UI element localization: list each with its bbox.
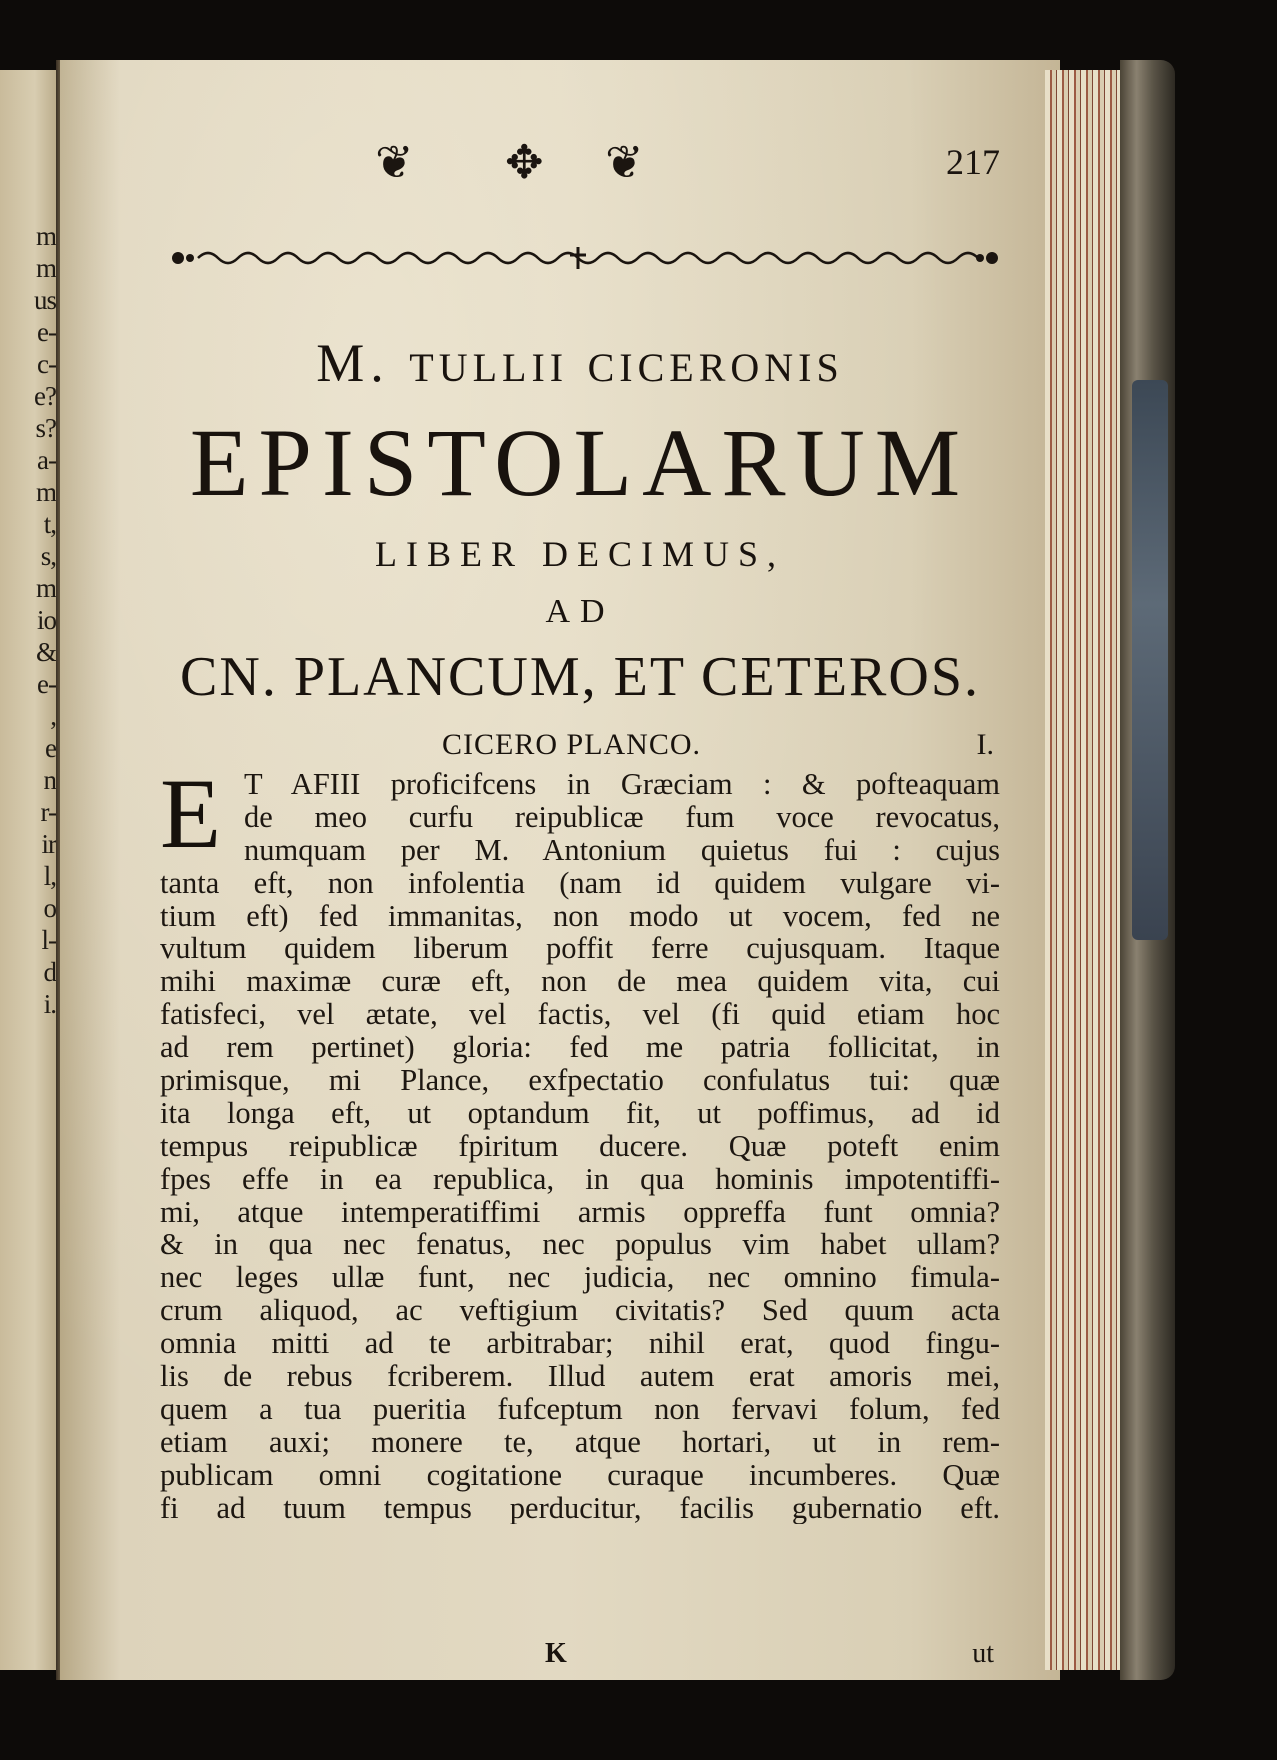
text-line: etiam auxi; monere te, atque hortari, ut in rem- [160, 1425, 1000, 1459]
left-page-fragment: d [43, 957, 56, 987]
left-page-edge [0, 70, 58, 1670]
text-line: lis de rebus fcriberem. Illud autem erat amoris mei, [160, 1360, 1000, 1393]
left-page-fragment: i. [43, 989, 56, 1019]
text-line: fi ad tuum tempus perducitur, facilis gubernatio eft. [160, 1491, 1000, 1525]
left-page-fragment: e- [37, 317, 56, 347]
text-line: omnia mitti ad te arbitrabar; nihil erat, quod fingu- [160, 1327, 1000, 1361]
text-line: tempus reipublicæ fpiritum ducere. Quæ poteft enim [160, 1129, 1000, 1163]
left-page-fragment: t, [43, 509, 56, 539]
page-header [160, 135, 1000, 195]
title-ad: AD [545, 593, 615, 630]
left-page-fragment: l, [43, 861, 56, 891]
text-line: nec leges ullæ funt, nec judicia, nec omnino fimula- [160, 1261, 1000, 1295]
left-page-fragment: us [33, 285, 56, 315]
text-line: publicam omni cogitatione curaque incumberes. Quæ [160, 1458, 1000, 1492]
left-page-fragment: ir [41, 829, 56, 859]
left-page-fragment: , [50, 701, 56, 731]
text-line: ad rem pertinet) gloria: fed me patria follicitat, in [160, 1031, 1000, 1065]
left-page-fragment: e- [37, 669, 56, 699]
text-line: & in qua nec fenatus, nec populus vim habet ullam? [160, 1228, 1000, 1262]
text-line: T AFIII proficifcens in Græciam : & pofteaquam [244, 768, 1000, 801]
title-addressee: CN. PLANCUM, ET CETEROS. [180, 646, 980, 708]
left-page-fragment: n [43, 765, 56, 795]
cross-ornament-icon: ✥ [505, 135, 544, 189]
book-spread [0, 40, 1180, 1690]
title-initial: M. [316, 333, 390, 393]
left-page-fragment: e? [34, 381, 56, 411]
left-page-fragment: m [35, 221, 56, 251]
left-page-fragment: & [35, 637, 56, 667]
book-cover [1120, 60, 1175, 1680]
left-page-fragment: m [35, 573, 56, 603]
left-page-fragment: l- [41, 925, 56, 955]
drop-capital: E [160, 758, 222, 869]
left-page-fragment: m [35, 477, 56, 507]
letter-salutation: CICERO PLANCO. [442, 728, 702, 761]
page-number: 217 [946, 142, 1000, 182]
leaf-ornament-icon: ❦ [605, 135, 644, 189]
right-page [60, 60, 1060, 1680]
text-line: tium eft) fed immanitas, non modo ut vocem, fed ne [160, 899, 1000, 933]
title-book: LIBER DECIMUS, [374, 534, 785, 574]
title-cognomen: CICERONIS [587, 345, 844, 390]
letter-body [160, 758, 1000, 1525]
left-page-fragment: io [36, 605, 56, 635]
title-nomen: TULLII [409, 345, 569, 390]
text-line: ita longa eft, ut optandum fit, ut poffimus, ad id [160, 1096, 1000, 1130]
left-page-fragment: o [43, 893, 56, 923]
title-main: EPISTOLARUM [189, 409, 971, 516]
ornamental-divider-icon [170, 243, 1000, 273]
left-page-fragment: c- [37, 349, 56, 379]
title-author [160, 332, 1000, 394]
text-line: primisque, mi Plance, exfpectatio confulatus tui: quæ [160, 1064, 1000, 1097]
text-line: fatisfeci, vel ætate, vel factis, vel (fi quid etiam hoc [160, 998, 1000, 1032]
left-page-fragment: e [45, 733, 56, 763]
left-page-fragment: m [35, 253, 56, 283]
text-line: fpes effe in ea republica, in qua hominis impotentiffi- [160, 1162, 1000, 1196]
text-line: vultum quidem liberum poffit ferre cujusquam. Itaque [160, 932, 1000, 966]
text-line: mi, atque intemperatiffimi armis oppreffa funt omnia? [160, 1195, 1000, 1229]
text-line: de meo curfu reipublicæ fum voce revocatus, [244, 800, 1000, 834]
leaf-ornament-icon: ❦ [375, 135, 414, 189]
catchword: ut [972, 1638, 994, 1669]
signature-mark: K [545, 1638, 567, 1669]
letter-heading [160, 728, 1000, 768]
text-line: tanta eft, non infolentia (nam id quidem vulgare vi- [160, 866, 1000, 900]
left-page-fragment: s, [40, 541, 56, 571]
letter-number: I. [976, 728, 994, 761]
text-line: quem a tua pueritia fufceptum non fervavi folum, fed [160, 1392, 1000, 1426]
left-page-fragment: r- [40, 797, 56, 827]
left-page-fragment: s? [35, 413, 56, 443]
cover-wear-patch [1132, 380, 1168, 940]
text-line: mihi maximæ curæ eft, non de mea quidem vita, cui [160, 965, 1000, 999]
text-line: crum aliquod, ac veftigium civitatis? Sed quum acta [160, 1294, 1000, 1328]
page-footer [160, 1638, 1000, 1674]
text-line: numquam per M. Antonium quietus fui : cujus [244, 833, 1000, 867]
left-page-fragment: a- [37, 445, 56, 475]
